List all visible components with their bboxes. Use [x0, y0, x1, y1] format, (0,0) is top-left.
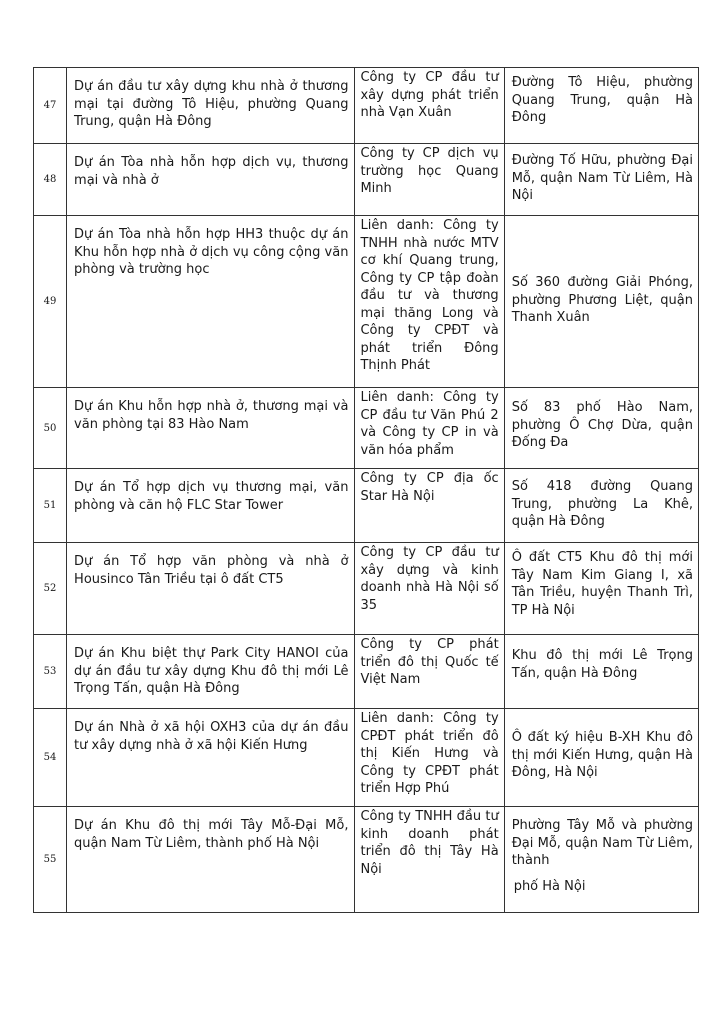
- table-row: [34, 216, 699, 388]
- investor-name: Công ty CP đầu tư xây dựng phát triển nhà Vạn Xuân: [360, 70, 499, 120]
- table-row: [34, 635, 699, 709]
- project-location: Đường Tố Hữu, phường Đại Mỗ, quận Nam Từ Liêm, Hà Nội: [511, 153, 693, 203]
- investor-name: Liên danh: Công ty TNHH nhà nước MTV cơ khí Quang trung, Công ty CP tập đoàn đầu tư và thương mại thăng Long và Công ty CPĐT và phát triển Đông Thịnh Phát: [360, 218, 499, 373]
- project-location: Số 83 phố Hào Nam, phường Ô Chợ Dừa, quận Đống Đa: [511, 400, 693, 450]
- project-location: Ô đất ký hiệu B-XH Khu đô thị mới Kiến Hưng, quận Hà Đông, Hà Nội: [511, 730, 693, 780]
- investor-name: Công ty TNHH đầu tư kinh doanh phát triển đô thị Tây Hà Nội: [360, 809, 499, 877]
- investor-name: Công ty CP phát triển đô thị Quốc tế Việt Nam: [360, 637, 499, 687]
- projects-table: [33, 67, 699, 913]
- row-number: 51: [34, 469, 67, 543]
- project-location: Đường Tô Hiệu, phường Quang Trung, quận Hà Đông: [511, 75, 693, 125]
- table-row: [34, 709, 699, 807]
- table-row: [34, 144, 699, 216]
- project-location-continuation: phố Hà Nội: [513, 878, 586, 894]
- project-name: Dự án đầu tư xây dựng khu nhà ở thương mại tại đường Tô Hiệu, phường Quang Trung, quận Hà Đông: [74, 79, 349, 129]
- project-location: Số 360 đường Giải Phóng, phường Phương Liệt, quận Thanh Xuân: [511, 275, 693, 326]
- investor-name: Công ty CP địa ốc Star Hà Nội: [360, 471, 499, 504]
- project-name: Dự án Khu đô thị mới Tây Mỗ-Đại Mỗ, quận Nam Từ Liêm, thành phố Hà Nội: [74, 818, 349, 851]
- investor-name: Công ty CP dịch vụ trường học Quang Minh: [360, 146, 499, 196]
- project-name: Dự án Khu hỗn hợp nhà ở, thương mại và văn phòng tại 83 Hào Nam: [74, 399, 349, 432]
- table-row: [34, 469, 699, 543]
- table-row: [34, 68, 699, 144]
- project-location: Ô đất CT5 Khu đô thị mới Tây Nam Kim Giang I, xã Tân Triều, huyện Thanh Trì, TP Hà Nội: [511, 550, 693, 618]
- row-number: 55: [34, 807, 67, 913]
- row-number: 47: [34, 68, 67, 144]
- project-location: Phường Tây Mỗ và phường Đại Mỗ, quận Nam Từ Liêm, thành: [511, 818, 693, 868]
- row-number: 50: [34, 388, 67, 469]
- project-name: Dự án Nhà ở xã hội OXH3 của dự án đầu tư xây dựng nhà ở xã hội Kiến Hưng: [74, 720, 349, 753]
- project-name: Dự án Khu biệt thự Park City HANOI của dự án đầu tư xây dựng Khu đô thị mới Lê Trọng Tấn, quận Hà Đông: [74, 646, 349, 696]
- table-row: [34, 543, 699, 635]
- project-name: Dự án Tổ hợp văn phòng và nhà ở Housinco Tân Triều tại ô đất CT5: [74, 554, 349, 587]
- project-name: Dự án Tòa nhà hỗn hợp dịch vụ, thương mại và nhà ở: [74, 155, 349, 188]
- row-number: 48: [34, 144, 67, 216]
- investor-name: Liên danh: Công ty CP đầu tư Văn Phú 2 và Công ty CP in và văn hóa phẩm: [360, 390, 499, 458]
- project-location: Số 418 đường Quang Trung, phường La Khê, quận Hà Đông: [511, 479, 693, 529]
- row-number: 53: [34, 635, 67, 709]
- investor-name: Công ty CP đầu tư xây dựng và kinh doanh nhà Hà Nội số 35: [360, 545, 499, 613]
- table-row: [34, 388, 699, 469]
- project-name: Dự án Tổ hợp dịch vụ thương mại, văn phòng và căn hộ FLC Star Tower: [74, 480, 349, 513]
- row-number: 49: [34, 216, 67, 388]
- table-row: [34, 807, 699, 913]
- row-number: 54: [34, 709, 67, 807]
- row-number: 52: [34, 543, 67, 635]
- project-name: Dự án Tòa nhà hỗn hợp HH3 thuộc dự án Khu hỗn hợp nhà ở dịch vụ công cộng văn phòng và trường học: [74, 227, 349, 277]
- project-location: Khu đô thị mới Lê Trọng Tấn, quận Hà Đông: [511, 648, 693, 681]
- investor-name: Liên danh: Công ty CPĐT phát triển đô thị Kiến Hưng và Công ty CPĐT phát triển Hợp Phú: [360, 711, 499, 796]
